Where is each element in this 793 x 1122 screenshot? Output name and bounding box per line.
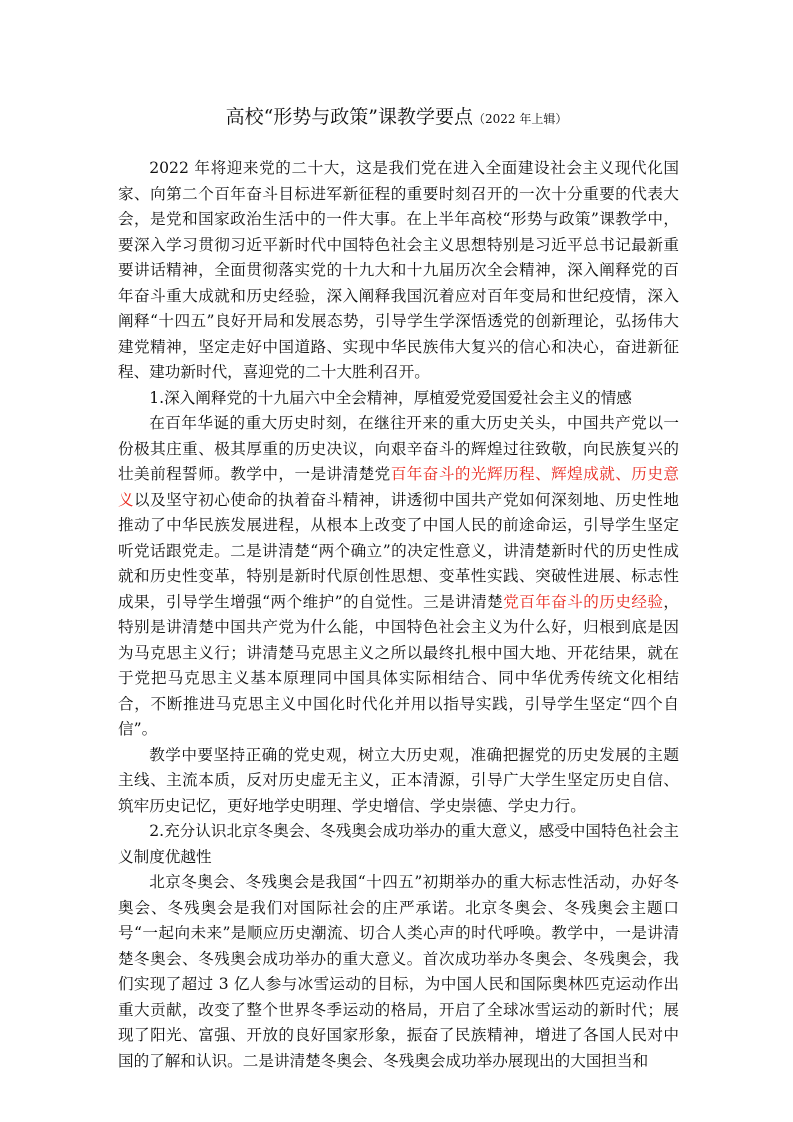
section1-p1-text-b: 以及坚守初心使命的执着奋斗精神，讲透彻中国共产党如何深刻地、历史性地推动了中华民族发展进程，从根本上改变了中国人民的前途命运，引导学生坚定听党话跟党走。二是讲清楚“两个确立”的决定性意义，讲清楚新时代的历史性成就和历史性变革，特别是新时代原创性思想、变革性实践、突破性进展、标志性成果，引导学生增强“两个维护”的自觉性。三是讲清楚 (118, 490, 679, 611)
section1-p1-text-a: 在百年华诞的重大历史时刻，在继往开来的重大历史关头，中国共产党以一份极其庄重、极其厚重的历史决议，向艰辛奋斗的辉煌过往致敬，向民族复兴的壮美前程誓师。教学中，一是讲清楚党 (118, 414, 679, 483)
section1-paragraph-1 (118, 411, 679, 743)
title-main: 高校“形势与政策”课教学要点 (225, 106, 474, 128)
section2-heading: 2.充分认识北京冬奥会、冬残奥会成功举办的重大意义，感受中国特色社会主义制度优越性 (118, 822, 679, 866)
section1-p1-text-c: ，特别是讲清楚中国共产党为什么能，中国特色社会主义为什么好，归根到底是因为马克思主义行；讲清楚马克思主义之所以最终扎根中国大地、开花结果，就在于党把马克思主义基本原理同中国具体实际相结合、同中华优秀传统文化相结合，不断推进马克思主义中国化时代化并用以指导实践，引导学生坚定“四个自信”。 (118, 592, 679, 738)
title-sub: （2022 年上辑） (473, 112, 568, 126)
page-title (0, 104, 793, 132)
highlight-text-2: 党百年奋斗的历史经验 (503, 592, 664, 611)
section1-paragraph-2: 教学中要坚持正确的党史观，树立大历史观，准确把握党的历史发展的主题主线、主流本质，反对历史虚无主义，正本清源，引导广大学生坚定历史自信、筑牢历史记忆，更好地学史明理、学史增信、学史崇德、学史力行。 (118, 745, 679, 815)
section1-heading: 1.深入阐释党的十九届六中全会精神，厚植爱党爱国爱社会主义的情感 (149, 388, 632, 407)
section2-paragraph-1: 北京冬奥会、冬残奥会是我国“十四五”初期举办的重大标志性活动，办好冬奥会、冬残奥会是我们对国际社会的庄严承诺。北京冬奥会、冬残奥会主题口号“一起向未来”是顺应历史潮流、切合人类心声的时代呼唤。教学中，一是讲清楚冬奥会、冬残奥会成功举办的重大意义。首次成功举办冬奥会、冬残奥会，我们实现了超过 3 亿人参与冰雪运动的目标，为中国人民和国际奥林匹克运动作出重大贡献，改变了整个世界冬季运动的格局，开启了全球冰雪运动的新时代；展现了阳光、富强、开放的良好国家形象，振奋了民族精神，增进了各国人民对中国的了解和认识。二是讲清楚冬奥会、冬残奥会成功举办展现出的大国担当和 (118, 873, 679, 1070)
document-body (118, 156, 679, 1074)
intro-paragraph: 2022 年将迎来党的二十大，这是我们党在进入全面建设社会主义现代化国家、向第二个百年奋斗目标进军新征程的重要时刻召开的一次十分重要的代表大会，是党和国家政治生活中的一件大事。在上半年高校“形势与政策”课教学中，要深入学习贯彻习近平新时代中国特色社会主义思想特别是习近平总书记最新重要讲话精神，全面贯彻落实党的十九大和十九届历次全会精神，深入阐释党的百年奋斗重大成就和历史经验，深入阐释我国沉着应对百年变局和世纪疫情，深入阐释“十四五”良好开局和发展态势，引导学生学深悟透党的创新理论，弘扬伟大建党精神，坚定走好中国道路、实现中华民族伟大复兴的信心和决心，奋进新征程、建功新时代，喜迎党的二十大胜利召开。 (118, 159, 679, 381)
highlight-text-1: 百年奋斗的光辉历程、辉煌成就、历史意义 (118, 465, 679, 509)
